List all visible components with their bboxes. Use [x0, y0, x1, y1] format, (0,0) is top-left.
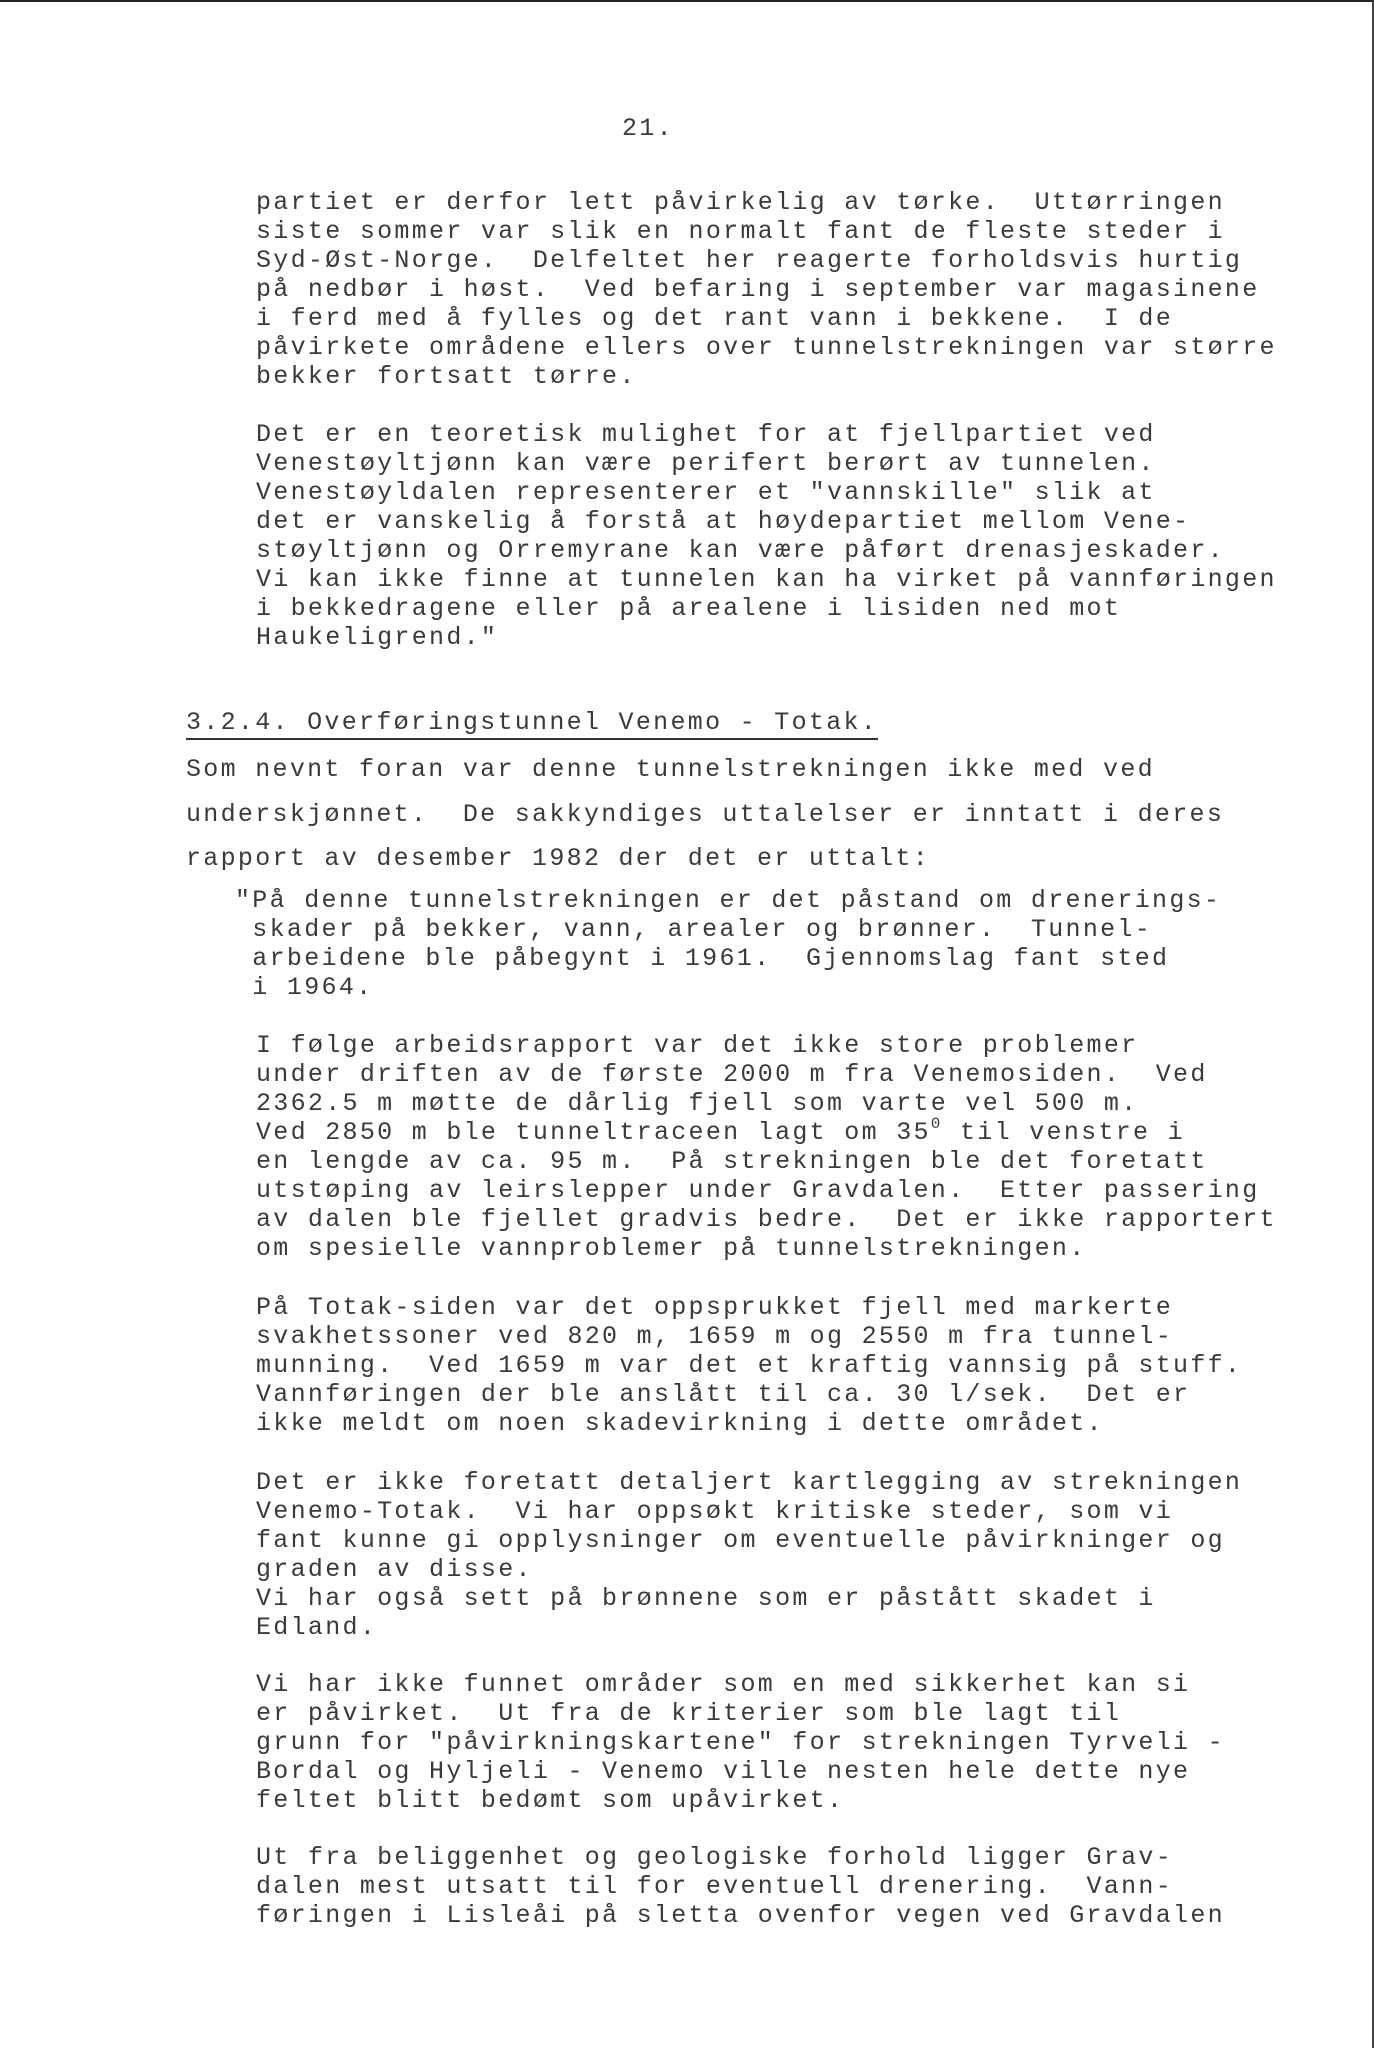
- text-line: Det er en teoretisk mulighet for at fjellpartiet ved: [256, 420, 1156, 449]
- text-line: Bordal og Hyljeli - Venemo ville nesten hele dette nye: [256, 1757, 1191, 1786]
- text-line: grunn for "påvirkningskartene" for strekningen Tyrveli -: [256, 1728, 1225, 1757]
- text-line: I følge arbeidsrapport var det ikke store problemer: [256, 1031, 1139, 1060]
- text-line: ikke meldt om noen skadevirkning i dette området.: [256, 1409, 1104, 1438]
- paragraph: [256, 420, 1277, 652]
- text-line: Som nevnt foran var denne tunnelstrekningen ikke med ved: [186, 755, 1155, 784]
- quote-paragraph: [256, 1670, 1225, 1815]
- text-line: av dalen ble fjellet gradvis bedre. Det er ikke rapportert: [256, 1205, 1277, 1234]
- quote-paragraph: [256, 1468, 1242, 1642]
- text-line: Edland.: [256, 1613, 378, 1642]
- text-line: føringen i Lisleåi på sletta ovenfor vegen ved Gravdalen: [256, 1901, 1225, 1930]
- quote-paragraph: [256, 1843, 1225, 1930]
- text-line: en lengde av ca. 95 m. På strekningen ble det foretatt: [256, 1147, 1208, 1176]
- text-line: Vi kan ikke finne at tunnelen kan ha virket på vannføringen: [256, 565, 1277, 594]
- text-line: 2362.5 m møtte de dårlig fjell som varte vel 500 m.: [256, 1089, 1139, 1118]
- text-segment: til venstre i: [942, 1118, 1185, 1147]
- text-line: munning. Ved 1659 m var det et kraftig vannsig på stuff.: [256, 1351, 1243, 1380]
- text-line: partiet er derfor lett påvirkelig av tørke. Uttørringen: [256, 188, 1225, 217]
- text-line: Venestøyldalen representerer et "vannskille" slik at: [256, 478, 1156, 507]
- quote-paragraph: [235, 886, 1221, 1002]
- text-line: om spesielle vannproblemer på tunnelstrekningen.: [256, 1234, 1087, 1263]
- text-line: utstøping av leirslepper under Gravdalen. Etter passering: [256, 1176, 1260, 1205]
- text-line: underskjønnet. De sakkyndiges uttalelser er inntatt i deres: [186, 799, 1225, 829]
- text-line: i ferd med å fylles og det rant vann i bekkene. I de: [256, 304, 1174, 333]
- quote-paragraph: [256, 1293, 1242, 1438]
- text-line: feltet blitt bedømt som upåvirket.: [256, 1786, 845, 1815]
- text-line: er påvirket. Ut fra de kriterier som ble lagt til: [256, 1699, 1122, 1728]
- text-line: Vi har også sett på brønnene som er påstått skadet i: [256, 1584, 1156, 1613]
- text-line: fant kunne gi opplysninger om eventuelle påvirkninger og: [256, 1526, 1225, 1555]
- text-line: siste sommer var slik en normalt fant de fleste steder i: [256, 217, 1225, 246]
- text-line: Syd-Øst-Norge. Delfeltet her reagerte forholdsvis hurtig: [256, 246, 1243, 275]
- text-line: Venestøyltjønn kan være perifert berørt av tunnelen.: [256, 449, 1156, 478]
- text-line: På Totak-siden var det oppsprukket fjell med markerte: [256, 1293, 1174, 1322]
- text-line: Vannføringen der ble anslått til ca. 30 l/sek. Det er: [256, 1380, 1191, 1409]
- text-line: Det er ikke foretatt detaljert kartlegging av strekningen: [256, 1468, 1243, 1497]
- text-line: Haukeligrend.": [256, 623, 499, 652]
- paragraph: [256, 188, 1277, 391]
- intro-paragraph: [186, 748, 1224, 882]
- text-line: i bekkedragene eller på arealene i lisiden ned mot: [256, 594, 1122, 623]
- text-line: på nedbør i høst. Ved befaring i september var magasinene: [256, 275, 1260, 304]
- text-line: i 1964.: [235, 973, 374, 1002]
- text-line: skader på bekker, vann, arealer og brønner. Tunnel-: [235, 915, 1153, 944]
- text-line: "På denne tunnelstrekningen er det påstand om drenerings-: [235, 886, 1222, 915]
- text-line: Venemo-Totak. Vi har oppsøkt kritiske steder, som vi: [256, 1497, 1174, 1526]
- text-line: det er vanskelig å forstå at høydepartiet mellom Vene-: [256, 507, 1191, 536]
- text-line: Ut fra beliggenhet og geologiske forhold ligger Grav-: [256, 1843, 1174, 1872]
- text-segment: Ved 2850 m ble tunneltraceen lagt om 35: [256, 1118, 931, 1147]
- text-line: Vi har ikke funnet områder som en med sikkerhet kan si: [256, 1670, 1191, 1699]
- page-number: 21.: [622, 114, 674, 143]
- text-line: svakhetssoner ved 820 m, 1659 m og 2550 m fra tunnel-: [256, 1322, 1174, 1351]
- text-line: under driften av de første 2000 m fra Venemosiden. Ved: [256, 1060, 1208, 1089]
- text-line: støyltjønn og Orremyrane kan være påført drenasjeskader.: [256, 536, 1225, 565]
- quote-paragraph: [256, 1031, 1277, 1263]
- degree-superscript: 0: [930, 1115, 943, 1133]
- text-line: bekker fortsatt tørre.: [256, 362, 637, 391]
- text-line: rapport av desember 1982 der det er uttalt:: [186, 844, 931, 873]
- text-line: påvirkete områdene ellers over tunnelstrekningen var større: [256, 333, 1277, 362]
- text-line: arbeidene ble påbegynt i 1961. Gjennomslag fant sted: [235, 944, 1170, 973]
- text-line: dalen mest utsatt til for eventuell drenering. Vann-: [256, 1872, 1174, 1901]
- section-heading: 3.2.4. Overføringstunnel Venemo - Totak.: [186, 708, 878, 740]
- text-line: [256, 1115, 1277, 1147]
- text-line: graden av disse.: [256, 1555, 533, 1584]
